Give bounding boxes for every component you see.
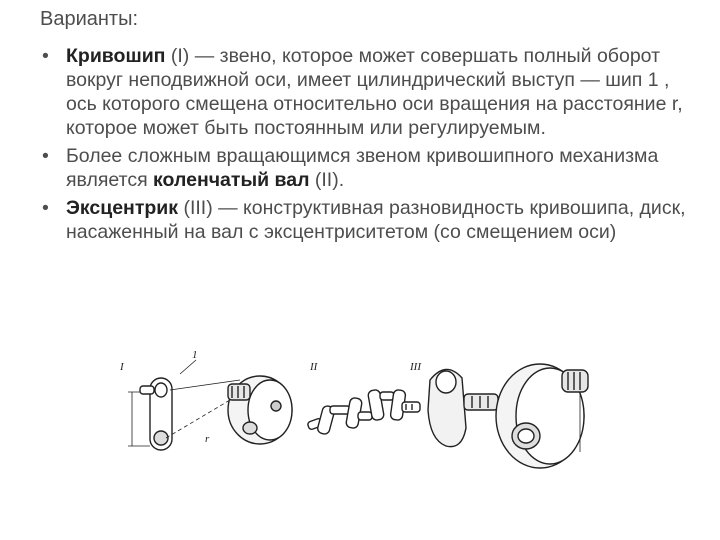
bullet-eccentric [40, 196, 690, 244]
label-radius: r [205, 433, 210, 445]
mechanism-illustration [110, 350, 590, 480]
eccentric-drawing [409, 361, 588, 468]
term-crank: Кривошип [66, 45, 166, 67]
crankshaft-suffix: (II). [309, 169, 345, 191]
bullet-dot: • [42, 145, 49, 167]
label-shaft: II [310, 361, 318, 373]
bullet-dot: • [42, 197, 49, 219]
bullet-crankshaft [40, 144, 690, 192]
crank-definition: (I) — звено, которое может совершать полный оборот вокруг неподвижной оси, имеет цилиндрический выступ — шип 1 , ось которого смещена относительно оси вращения на расстояние r, которое может быть постоянным или регулируемым. [66, 45, 683, 139]
term-crankshaft: коленчатый вал [153, 169, 310, 191]
crank-drawing [119, 350, 292, 450]
bullet-list [40, 44, 690, 248]
slide-heading: Варианты: [40, 8, 139, 30]
bullet-dot: • [42, 45, 49, 67]
term-eccentric: Эксцентрик [66, 197, 179, 219]
label-eccentric: III [410, 361, 421, 373]
crankshaft-prefix: Более сложным вращающимся звеном кривошипного механизма является [66, 145, 659, 191]
label-crank: I [120, 361, 124, 373]
crankshaft-drawing [307, 361, 420, 435]
bullet-crank [40, 44, 690, 140]
eccentric-definition: (III) — конструктивная разновидность кривошипа, диск, насаженный на вал с эксцентриситетом (со смещением оси) [66, 197, 686, 243]
label-pin: 1 [192, 350, 198, 361]
